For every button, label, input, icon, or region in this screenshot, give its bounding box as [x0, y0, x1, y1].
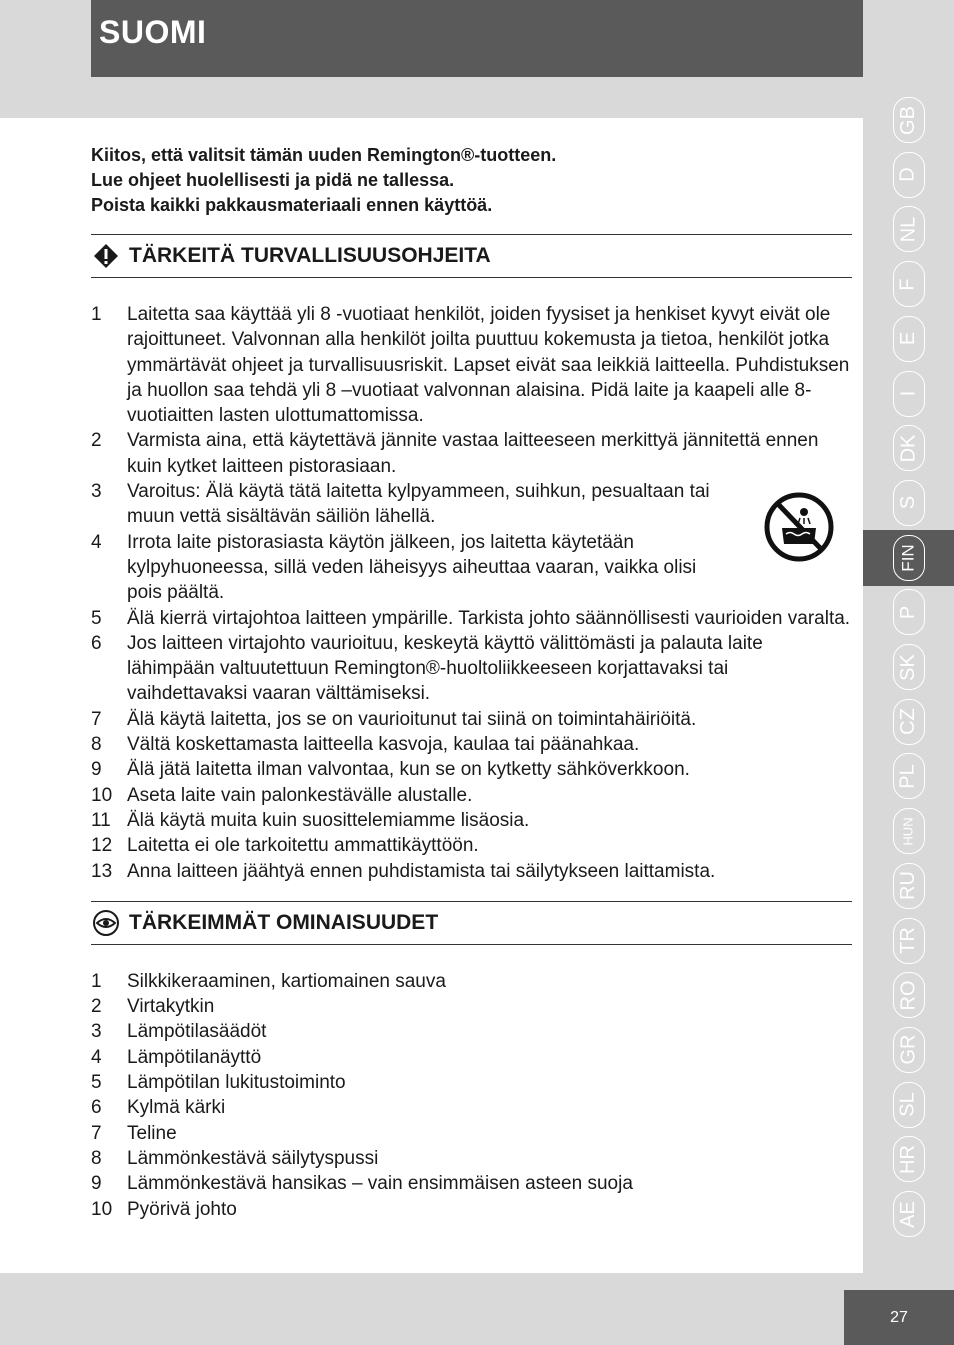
- list-item: [91, 1197, 852, 1222]
- language-tab-oval: [893, 480, 925, 526]
- item-number: 3: [91, 1021, 102, 1043]
- item-text: Älä käytä muita kuin suosittelemiamme lisäosia.: [127, 809, 530, 831]
- language-tab-oval: [893, 371, 925, 417]
- language-tab-oval: [893, 535, 925, 581]
- list-item: [91, 833, 852, 858]
- language-tab-oval: [893, 589, 925, 635]
- item-number: 1: [91, 970, 102, 992]
- safety-heading-text: TÄRKEITÄ TURVALLISUUSOHJEITA: [129, 244, 491, 267]
- item-number: 10: [91, 1198, 113, 1220]
- item-number: 9: [91, 1173, 102, 1195]
- language-tab-label: NL: [896, 216, 919, 243]
- language-tab-label: S: [897, 496, 919, 510]
- language-tab-ae[interactable]: [863, 1186, 954, 1242]
- list-item: [91, 631, 852, 707]
- item-text: Lämpötilan lukitustoiminto: [127, 1072, 346, 1094]
- list-item: [91, 859, 852, 884]
- language-tab-oval: [893, 972, 925, 1018]
- language-tab-i[interactable]: [863, 366, 954, 422]
- item-text: Irrota laite pistorasiasta käytön jälkeen, jos laitetta käytetään kylpyhuoneessa, sillä veden läheisyys aiheuttaa vaaran, vaikka olisi pois päältä.: [127, 531, 697, 604]
- list-item: [91, 1045, 852, 1070]
- language-tab-oval: [893, 808, 925, 854]
- item-text: Varmista aina, että käytettävä jännite vastaa laitteeseen merkittyä jännitettä ennen kuin kytket laitteen pistorasiaan.: [127, 430, 819, 477]
- language-tab-label: HUN: [900, 817, 916, 846]
- list-item: [91, 1171, 852, 1196]
- item-number: 5: [91, 607, 102, 629]
- item-text: Teline: [127, 1122, 177, 1144]
- warning-symbol-icon: [93, 243, 119, 269]
- language-tab-pl[interactable]: [863, 748, 954, 804]
- list-item: [91, 783, 852, 808]
- item-text: Laitetta saa käyttää yli 8 -vuotiaat henkilöt, joiden fyysiset ja henkiset kyvyt eivät ole rajoittuneet. Valvonnan alla henkilöt joilta puuttuu kokemusta ja tietoa, henkilöt jotka ymmärtävät ohjeet ja turvallisuusriskit. Lapset eivät saa leikkiä laitteella. Puhdistuksen ja huollon saa tehdä yli 8 –vuotiaat valvonnan alaisina. Pidä laite ja kaapeli alle 8-vuotiaitten lasten ulottumattomissa.: [127, 304, 850, 427]
- item-number: 9: [91, 759, 102, 781]
- language-tab-oval: [893, 97, 925, 143]
- list-item: [91, 1019, 852, 1044]
- item-number: 3: [91, 481, 102, 503]
- item-number: 6: [91, 1097, 102, 1119]
- language-tab-label: D: [896, 167, 919, 182]
- language-tab-label: GB: [897, 105, 919, 135]
- item-text: Lämmönkestävä säilytyspussi: [127, 1147, 379, 1169]
- language-tab-oval: [893, 1082, 925, 1128]
- item-number: 4: [91, 1046, 102, 1068]
- item-text: Virtakytkin: [127, 996, 215, 1018]
- intro-line: Kiitos, että valitsit tämän uuden Remington®-tuotteen.: [91, 145, 557, 165]
- item-number: 5: [91, 1072, 102, 1094]
- intro-line: Lue ohjeet huolellisesti ja pidä ne tallessa.: [91, 170, 455, 190]
- features-heading-text: TÄRKEIMMÄT OMINAISUUDET: [129, 910, 439, 934]
- language-tab-d[interactable]: [863, 147, 954, 203]
- language-tab-label: CZ: [896, 708, 919, 736]
- language-tab-oval: [893, 863, 925, 909]
- item-text: Pyörivä johto: [127, 1198, 237, 1220]
- language-tab-label: DK: [896, 434, 919, 463]
- language-tab-sl[interactable]: [863, 1077, 954, 1133]
- language-tab-oval: [893, 753, 925, 799]
- list-item: [91, 1070, 852, 1095]
- item-number: 11: [91, 809, 111, 831]
- language-tab-oval: [893, 1136, 925, 1182]
- language-tab-label: SL: [897, 1092, 919, 1117]
- language-tab-label: HR: [896, 1144, 919, 1174]
- language-tab-ro[interactable]: [863, 967, 954, 1023]
- language-tab-oval: [893, 316, 925, 362]
- item-text: Kylmä kärki: [127, 1097, 226, 1119]
- language-tab-oval: [893, 206, 925, 252]
- language-tab-label: I: [897, 390, 919, 397]
- item-text: Vältä koskettamasta laitteella kasvoja, kaulaa tai päänahkaa.: [127, 734, 640, 756]
- language-tab-dk[interactable]: [863, 420, 954, 476]
- intro-line: Poista kaikki pakkausmateriaali ennen käyttöä.: [91, 195, 493, 215]
- language-tab-hr[interactable]: [863, 1131, 954, 1187]
- language-tab-label: FIN: [898, 543, 918, 572]
- item-number: 8: [91, 1147, 102, 1169]
- language-tab-f[interactable]: [863, 256, 954, 312]
- list-item: [91, 1121, 852, 1146]
- language-tab-s[interactable]: [863, 475, 954, 531]
- language-tab-label: TR: [896, 927, 919, 954]
- item-number: 6: [91, 632, 102, 654]
- language-tab-oval: [893, 1027, 925, 1073]
- item-number: 2: [91, 996, 102, 1018]
- language-tab-oval: [893, 152, 925, 198]
- language-tab-label: GR: [897, 1034, 919, 1065]
- language-tab-gb[interactable]: [863, 92, 954, 148]
- language-tab-sk[interactable]: [863, 639, 954, 695]
- language-tab-label: F: [897, 277, 919, 291]
- item-number: 1: [91, 304, 102, 325]
- list-item: [91, 757, 852, 782]
- list-item: [91, 808, 852, 833]
- features-heading: [91, 901, 852, 945]
- list-item: [91, 1095, 852, 1120]
- item-text: Aseta laite vain palonkestävälle alustalle.: [127, 784, 473, 806]
- item-text: Lämpötilasäädöt: [127, 1021, 267, 1043]
- list-item: [91, 479, 852, 530]
- content: [91, 143, 852, 1222]
- item-text: Älä kierrä virtajohtoa laitteen ympärille. Tarkista johto säännöllisesti vaurioiden varalta.: [127, 607, 851, 629]
- item-text: Laitetta ei ole tarkoitettu ammattikäyttöön.: [127, 835, 479, 857]
- item-number: 2: [91, 430, 102, 452]
- item-number: 10: [91, 784, 113, 806]
- language-tab-ru[interactable]: [863, 858, 954, 914]
- language-tab-cz[interactable]: [863, 694, 954, 750]
- item-number: 7: [91, 1122, 102, 1144]
- language-tab-label: P: [897, 605, 919, 619]
- item-text: Jos laitteen virtajohto vaurioituu, keskeytä käyttö välittömästi ja palauta laite lähimpään valtuutettuun Remington®-huoltoliikkeeseen korjattavaksi tai vaihdettavaksi vaaran välttämiseksi.: [127, 632, 763, 705]
- item-number: 12: [91, 835, 113, 857]
- language-tab-label: AE: [897, 1200, 919, 1228]
- language-tab-tr[interactable]: [863, 913, 954, 969]
- eye-symbol-icon: [93, 910, 119, 936]
- list-item: [91, 707, 852, 732]
- language-tab-oval: [893, 644, 925, 690]
- language-tab-label: PL: [897, 764, 919, 789]
- item-text: Lämmönkestävä hansikas – vain ensimmäisen asteen suoja: [127, 1173, 633, 1195]
- language-tab-label: RO: [897, 980, 919, 1011]
- item-number: 7: [91, 708, 102, 730]
- title-bar: [91, 0, 863, 77]
- list-item: [91, 530, 852, 606]
- item-text: Varoitus: Älä käytä tätä laitetta kylpyammeen, suihkun, pesualtaan tai muun vettä sisältävän säiliön lähellä.: [127, 481, 710, 528]
- language-tab-label: RU: [896, 871, 919, 901]
- list-item: [91, 994, 852, 1019]
- list-item: [91, 606, 852, 631]
- item-number: 13: [91, 860, 113, 882]
- language-tab-oval: [893, 261, 925, 307]
- language-tab-p[interactable]: [863, 584, 954, 640]
- language-tab-oval: [893, 699, 925, 745]
- safety-list: [91, 302, 852, 884]
- language-tab-label: E: [897, 332, 919, 346]
- language-tab-fin[interactable]: [863, 530, 954, 586]
- item-text: Älä käytä laitetta, jos se on vaurioitunut tai siinä on toimintahäiriöitä.: [127, 708, 697, 730]
- item-number: 4: [91, 531, 102, 553]
- language-tab-gr[interactable]: [863, 1022, 954, 1078]
- item-number: 8: [91, 734, 102, 756]
- language-tab-hun[interactable]: [863, 803, 954, 859]
- language-tab-oval: [893, 1191, 925, 1237]
- page-title: SUOMI: [99, 14, 207, 50]
- list-item: [91, 732, 852, 757]
- language-tab-oval: [893, 918, 925, 964]
- no-bath-icon: [764, 492, 834, 562]
- language-tab-oval: [893, 425, 925, 471]
- features-list: [91, 969, 852, 1222]
- language-tab-label: SK: [897, 653, 919, 681]
- list-item: [91, 302, 852, 428]
- safety-heading: [91, 234, 852, 278]
- item-text: Anna laitteen jäähtyä ennen puhdistamista tai säilytykseen laittamista.: [127, 860, 716, 882]
- list-item: [91, 1146, 852, 1171]
- item-text: Silkkikeraaminen, kartiomainen sauva: [127, 970, 446, 992]
- language-tab-e[interactable]: [863, 311, 954, 367]
- item-text: Älä jätä laitetta ilman valvontaa, kun se on kytketty sähköverkkoon.: [127, 759, 690, 781]
- language-tab-nl[interactable]: [863, 201, 954, 257]
- intro: [91, 143, 852, 218]
- list-item: [91, 969, 852, 994]
- list-item: [91, 428, 852, 479]
- item-text: Lämpötilanäyttö: [127, 1046, 262, 1068]
- page-number: 27: [844, 1290, 954, 1345]
